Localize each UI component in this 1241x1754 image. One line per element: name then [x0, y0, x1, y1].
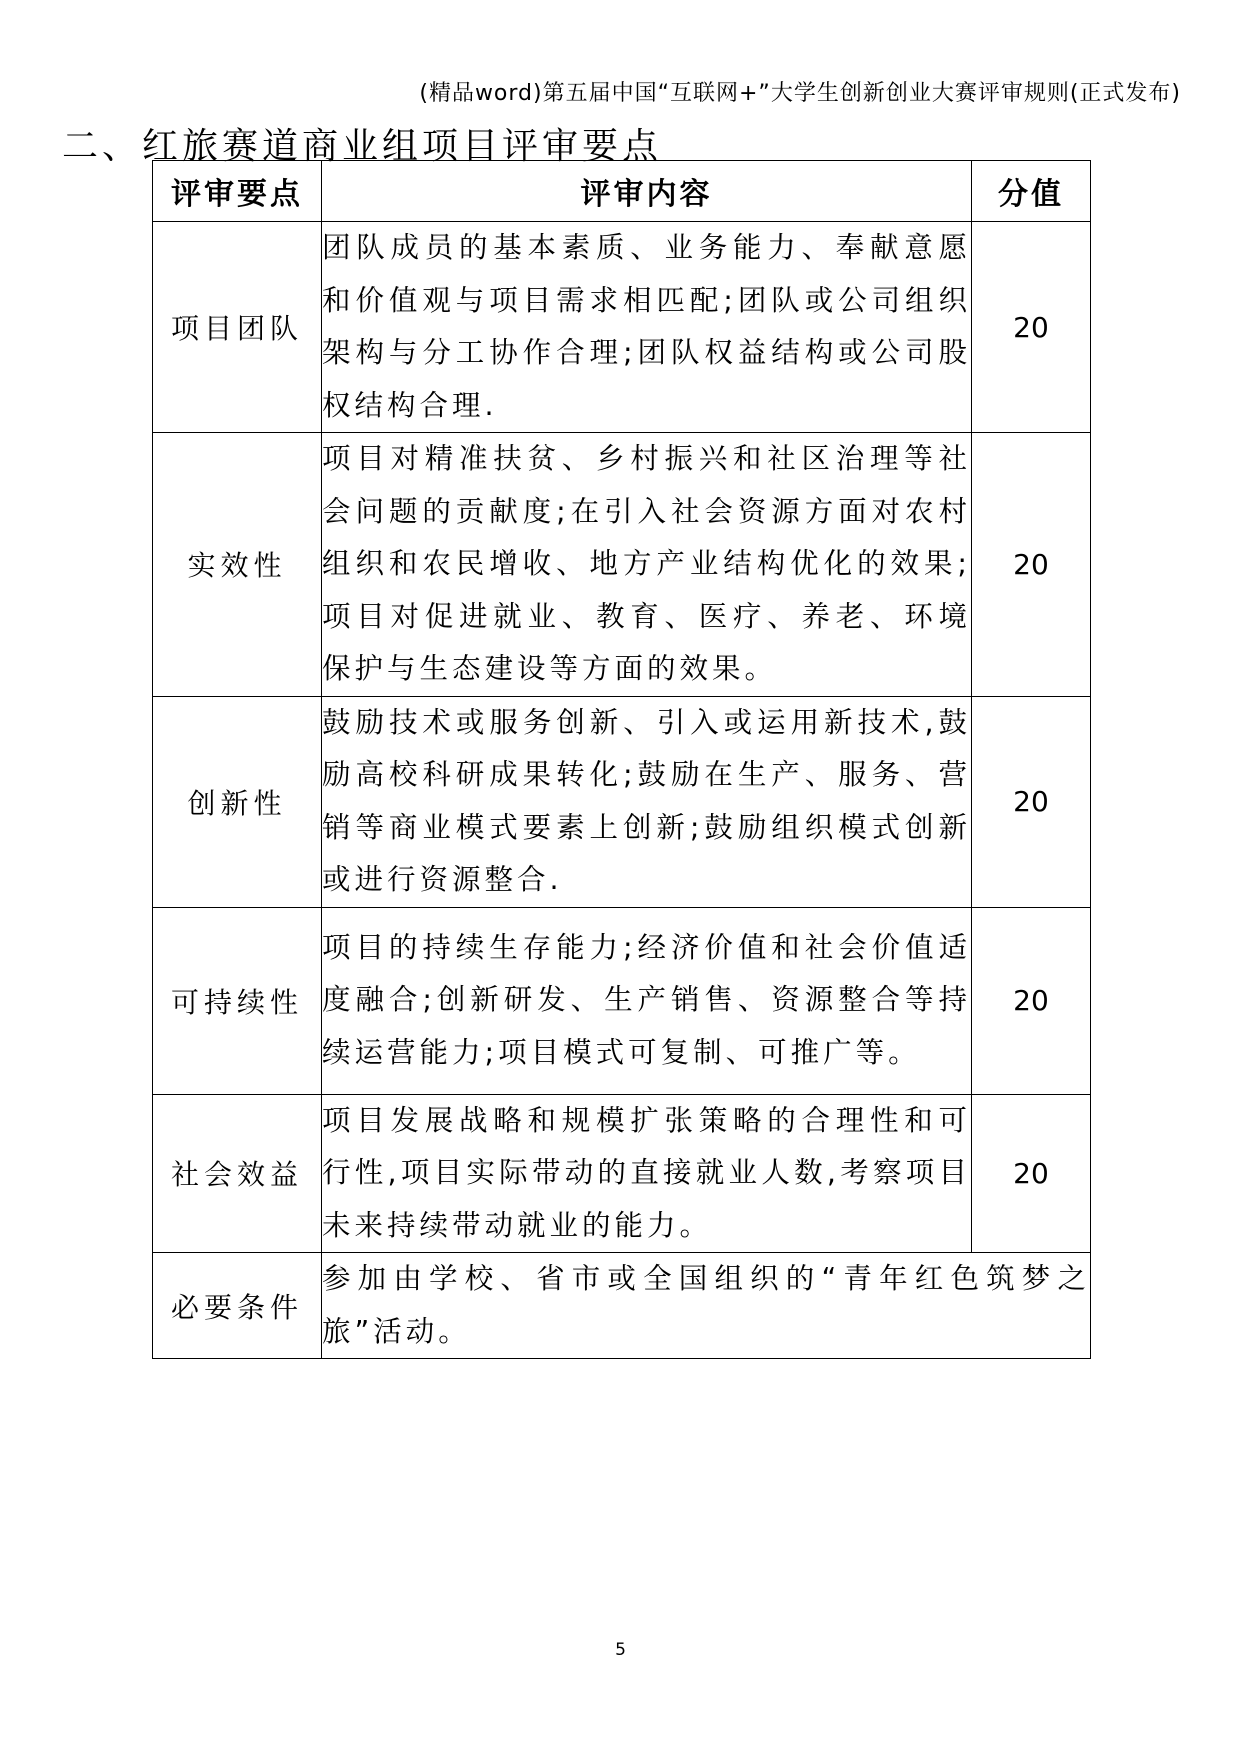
row-score: 20 [972, 1094, 1091, 1253]
row-score: 20 [972, 907, 1091, 1094]
row-review-content: 鼓励技术或服务创新、引入或运用新技术,鼓励高校科研成果转化;鼓励在生产、服务、营销等商业模式要素上创新;鼓励组织模式创新或进行资源整合. [322, 696, 972, 907]
row-review-content: 项目对精准扶贫、乡村振兴和社区治理等社会问题的贡献度;在引入社会资源方面对农村组织和农民增收、地方产业结构优化的效果;项目对促进就业、教育、医疗、养老、环境保护与生态建设等方面的效果。 [322, 433, 972, 697]
row-score: 20 [972, 222, 1091, 433]
row-review-point: 实效性 [153, 433, 322, 697]
row-review-point: 社会效益 [153, 1094, 322, 1253]
requirement-content: 参加由学校、省市或全国组织的“青年红色筑梦之旅”活动。 [322, 1253, 1091, 1359]
review-criteria-table [152, 160, 1091, 1359]
table-row-requirement [153, 1253, 1091, 1359]
table-row [153, 696, 1091, 907]
row-review-content: 项目的持续生存能力;经济价值和社会价值适度融合;创新研发、生产销售、资源整合等持续运营能力;项目模式可复制、可推广等。 [322, 907, 972, 1094]
row-review-point: 项目团队 [153, 222, 322, 433]
row-review-point: 创新性 [153, 696, 322, 907]
table-row [153, 222, 1091, 433]
requirement-label: 必要条件 [153, 1253, 322, 1359]
row-score: 20 [972, 433, 1091, 697]
row-review-point: 可持续性 [153, 907, 322, 1094]
table-row [153, 433, 1091, 697]
header-review-content: 评审内容 [322, 161, 972, 222]
table-row [153, 1094, 1091, 1253]
header-score: 分值 [972, 161, 1091, 222]
running-header: (精品word)第五届中国“互联网+”大学生创新创业大赛评审规则(正式发布) [419, 81, 1181, 106]
row-review-content: 项目发展战略和规模扩张策略的合理性和可行性,项目实际带动的直接就业人数,考察项目未来持续带动就业的能力。 [322, 1094, 972, 1253]
page-number: 5 [615, 1640, 626, 1660]
table-row [153, 907, 1091, 1094]
row-review-content: 团队成员的基本素质、业务能力、奉献意愿和价值观与项目需求相匹配;团队或公司组织架构与分工协作合理;团队权益结构或公司股权结构合理. [322, 222, 972, 433]
row-score: 20 [972, 696, 1091, 907]
section-title: 二、红旅赛道商业组项目评审要点 [62, 126, 663, 167]
table-header-row [153, 161, 1091, 222]
header-review-point: 评审要点 [153, 161, 322, 222]
